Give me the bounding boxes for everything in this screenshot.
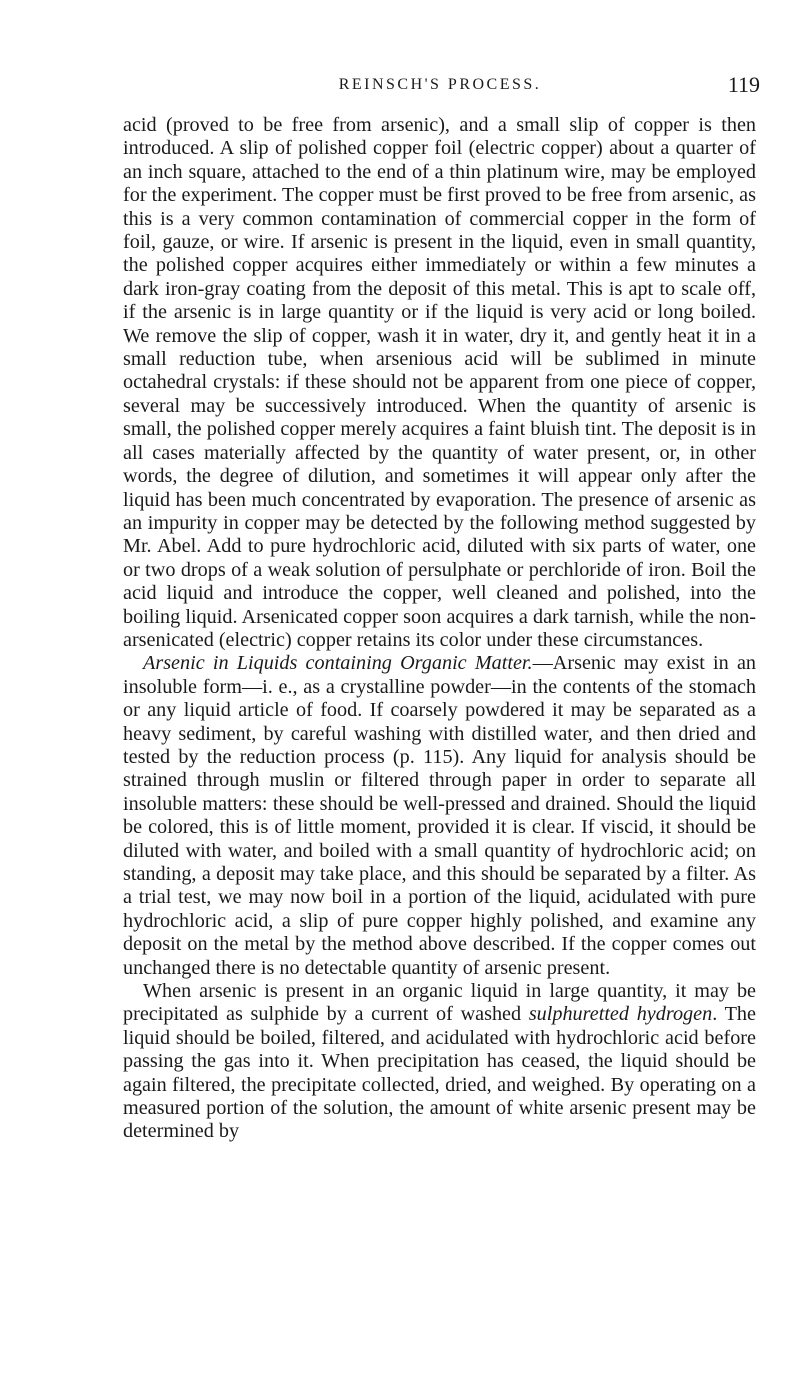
paragraph-organic-matter: [123, 652, 756, 980]
running-title: REINSCH'S PROCESS.: [338, 76, 542, 93]
paragraph-reinsch-test: acid (proved to be free from arsenic), and a small slip of copper is then introduced. A slip of polished copper foil (electric copper) about a quarter of an inch square, attached to the end of a thin platinum wire, may be employed for the experiment. The copper must be first proved to be free from arsenic, as this is a very common contamination of commercial copper in the form of foil, gauze, or wire. If arsenic is present in the liquid, even in small quantity, the polished copper acquires either immediately or within a few minutes a dark iron-gray coating from the deposit of this metal. This is apt to scale off, if the arsenic is in large quantity or if the liquid is very acid or long boiled. We remove the slip of copper, wash it in water, dry it, and gently heat it in a small reduction tube, when arsenious acid will be sublimed in minute octahedral crystals: if these should not be apparent from one piece of copper, several may be successively introduced. When the quantity of arsenic is small, the polished copper merely acquires a faint bluish tint. The deposit is in all cases materially affected by the quantity of water present, or, in other words, the degree of dilution, and sometimes it will appear only after the liquid has been much concentrated by evaporation. The presence of arsenic as an impurity in copper may be detected by the following method suggested by Mr. Abel. Add to pure hydrochloric acid, diluted with six parts of water, one or two drops of a weak solution of persulphate or perchloride of iron. Boil the acid liquid and introduce the copper, well cleaned and polished, into the boiling liquid. Arsenicated copper soon acquires a dark tarnish, while the non-arsenicated (electric) copper retains its color under these circumstances.: [123, 114, 756, 651]
paragraph-sulphide-text-start: When arsenic is present in an organic liquid in large quantity, it may be precipitated as sulphide by a current of washed: [123, 980, 756, 1026]
section-heading-organic-matter: Arsenic in Liquids containing Organic Matter.: [143, 652, 533, 675]
page-number: 119: [727, 72, 760, 97]
emphasis-sulphuretted-hydrogen: sulphuretted hydrogen: [528, 1003, 713, 1026]
body-text: [123, 114, 756, 1144]
running-head: [120, 72, 760, 100]
paragraph-organic-matter-text: —Arsenic may exist in an insoluble form—i. e., as a crystalline powder—in the contents of the stomach or any liquid article of food. If coarsely powdered it may be separated as a heavy sediment, by careful washing with distilled water, and then dried and tested by the reduction process (p. 115). Any liquid for analysis should be strained through muslin or filtered through paper in order to separate all insoluble matters: these should be well-pressed and drained. Should the liquid be colored, this is of little moment, provided it is clear. If viscid, it should be diluted with water, and boiled with a small quantity of hydrochloric acid; on standing, a deposit may take place, and this should be separated by a filter. As a trial test, we may now boil in a portion of the liquid, acidulated with pure hydrochloric acid, a slip of pure copper highly polished, and examine any deposit on the metal by the method above described. If the copper comes out unchanged there is no detectable quantity of arsenic present.: [123, 652, 757, 979]
paragraph-sulphide-text-end: . The liquid should be boiled, filtered, and acidulated with hydrochloric acid before passing the gas into it. When precipitation has ceased, the liquid should be again filtered, the precipitate collected, dried, and weighed. By operating on a measured portion of the solution, the amount of white arsenic present may be determined by: [123, 1003, 756, 1143]
paragraph-sulphide-precipitation: [123, 980, 756, 1144]
